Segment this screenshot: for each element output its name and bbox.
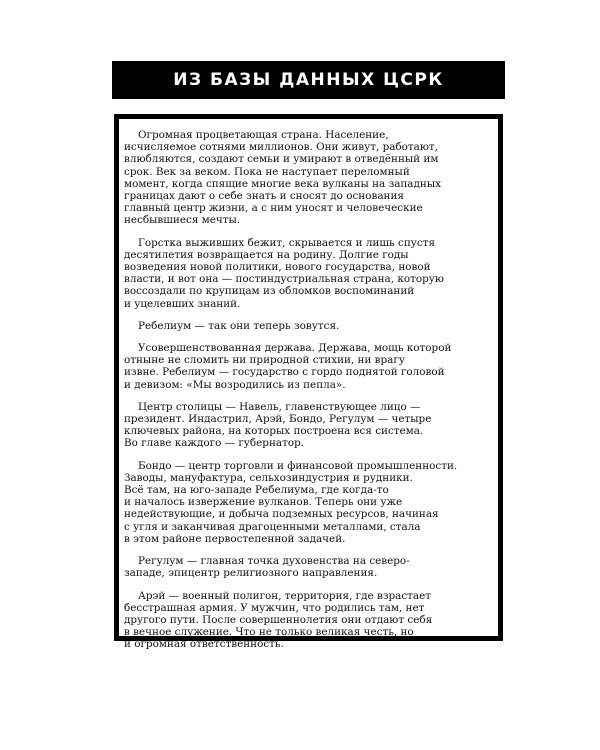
header-bar — [112, 61, 505, 99]
paragraph-bondo: Бондо — центр торговли и финансовой промышленности. Заводы, мануфактура, сельхозиндустрия и рудники. Всё там, на юго-западе Ребелиума, где когда-то и началось извержение вулканов. Теперь они уже недействующие, и добыча подземных ресурсов, начиная с угля и заканчивая драгоценными металлами, стала в этом районе первостепенной задачей. — [124, 459, 458, 545]
document-body — [124, 129, 490, 661]
paragraph-rebelium: Ребелиум — так они теперь зовутся. — [138, 319, 340, 332]
page-title: ИЗ БАЗЫ ДАННЫХ ЦСРК — [173, 70, 444, 90]
paragraph-regulum: Регулум — главная точка духовенства на северо- западе, эпицентр религиозного направления. — [124, 555, 410, 580]
paragraph-state: Усовершенствованная держава. Держава, мощь которой отныне не сломить ни природной стихии, ни врагу извне. Ребелиум — государство с гордо поднятой головой и девизом: «Мы возродились из пепла». — [124, 342, 452, 391]
paragraph-arey: Арэй — военный полигон, территория, где взрастает бесстрашная армия. У мужчин, что родились там, нет другого пути. После совершеннолетия они отдают себя в вечное служение. Что не только великая честь, но и огромная ответственность. — [124, 589, 433, 651]
paragraph-capital: Центр столицы — Навель, главенствующее лицо — президент. Индастрил, Арэй, Бондо, Регулум — четыре ключевых района, на которых построена вся система. Во главе каждого — губернатор. — [124, 400, 432, 450]
paragraph-intro: Огромная процветающая страна. Население, исчисляемое сотнями миллионов. Они живут, работают, влюбляются, создают семьи и умирают в отведённый им срок. Век за веком. Пока не наступает переломный момент, когда спящие многие века вулканы на западных границах дают о себе знать и сносят до основания главный центр жизни, а с ним уносят и человеческие несбывшиеся мечты. — [124, 129, 441, 227]
document-frame — [114, 114, 503, 651]
paragraph-survivors: Горстка выживших бежит, скрывается и лишь спустя десятилетия возвращается на родину. Долгие годы возведения новой политики, нового государства, новой власти, и вот она — постиндустриальная страна, которую воссоздали по крупицам из обломков воспоминаний и уцелевших знаний. — [124, 236, 444, 310]
